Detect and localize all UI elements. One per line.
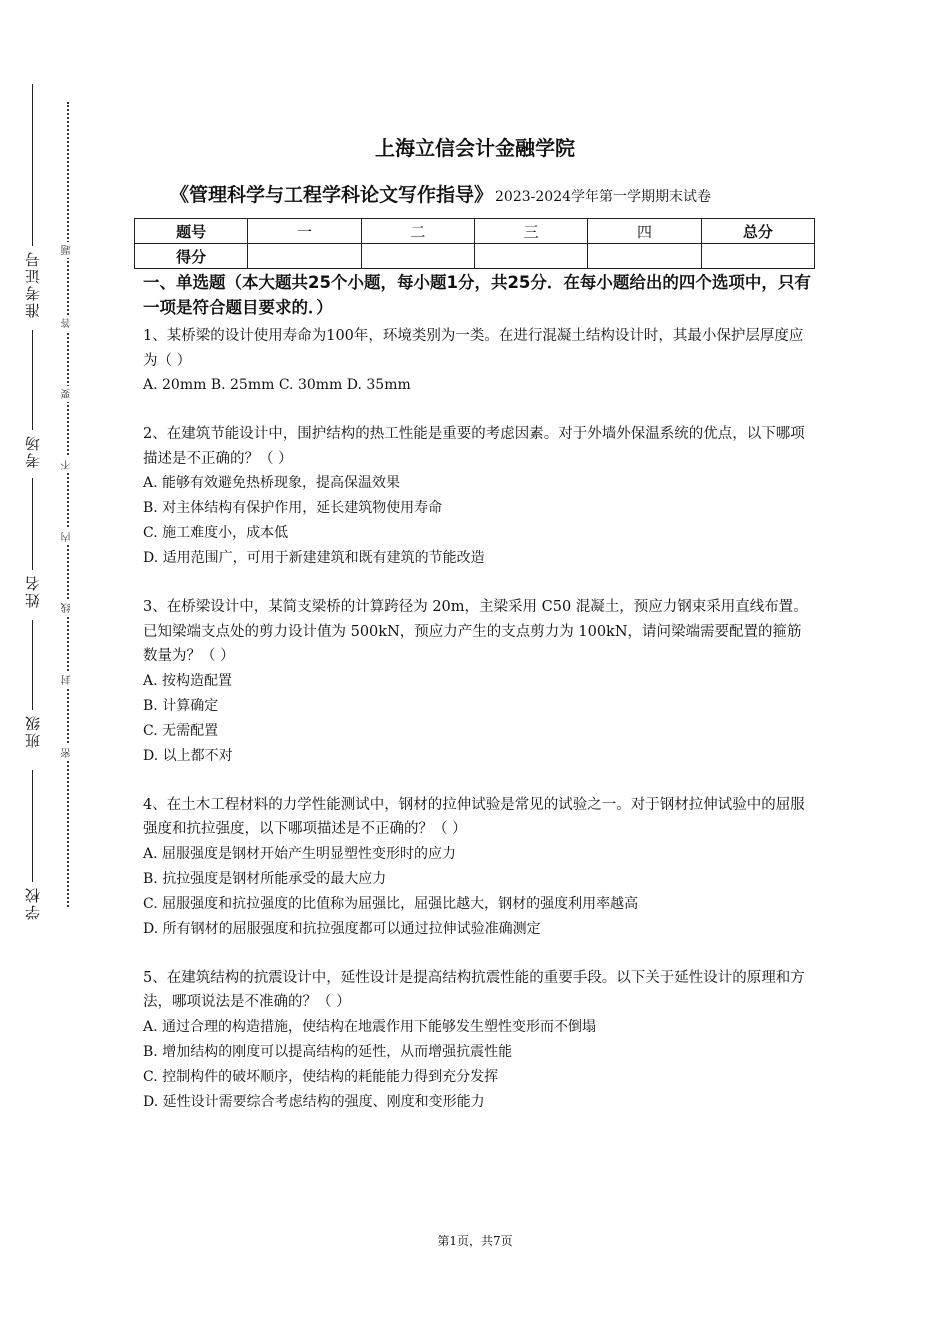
option-a: A. 通过合理的构造措施，使结构在地震作用下能够发生塑性变形而不倒塌	[143, 1018, 597, 1035]
seal-line	[67, 102, 69, 907]
question-3	[143, 595, 815, 769]
seal-char: 答	[60, 315, 76, 331]
score-table-score-row	[135, 244, 815, 269]
question-options: A. 20mm B. 25mm C. 30mm D. 35mm	[143, 377, 411, 393]
option-b: B. 抗拉强度是钢材所能承受的最大应力	[143, 870, 387, 887]
option-b: B. 对主体结构有保护作用，延长建筑物使用寿命	[143, 500, 443, 516]
score-cell[interactable]	[361, 244, 474, 269]
field-name-label: 姓名	[23, 574, 42, 608]
exam-subtitle	[170, 180, 711, 207]
question-4	[143, 793, 815, 942]
option-b: B. 计算确定	[143, 697, 219, 714]
score-table-header-row	[135, 219, 815, 244]
score-table	[134, 218, 815, 269]
field-exam-room	[18, 330, 46, 472]
score-cell[interactable]	[474, 244, 587, 269]
question-1	[143, 324, 815, 398]
option-d: D. 所有钢材的屈服强度和抗拉强度都可以通过拉伸试验准确测定	[143, 920, 541, 937]
option-c: C. 屈服强度和抗拉强度的比值称为屈强比，屈强比越大，钢材的强度利用率越高	[143, 895, 639, 912]
term-label: 2023-2024学年第一学期期末试卷	[495, 189, 712, 205]
field-exam-number	[18, 84, 46, 322]
seal-char: 内	[60, 529, 76, 545]
field-exam-number-label: 准考证号	[23, 250, 42, 318]
section-title: 一、单选题（本大题共25个小题，每小题1分，共25分．在每小题给出的四个选项中，只有一项是符合题目要求的．）	[143, 273, 811, 317]
score-header-cell: 三	[474, 219, 587, 244]
field-exam-room-label: 考场	[23, 434, 42, 468]
score-cell[interactable]	[701, 244, 814, 269]
seal-char: 不	[60, 457, 76, 473]
seal-char: 封	[60, 672, 76, 688]
option-a: A. 按构造配置	[143, 672, 233, 689]
seal-char: 线	[60, 600, 76, 616]
field-school	[18, 770, 46, 924]
score-header-cell: 一	[248, 219, 361, 244]
option-a: A. 屈服强度是钢材开始产生明显塑性变形时的应力	[143, 845, 457, 862]
school-title: 上海立信会计金融学院	[375, 136, 575, 160]
field-name	[18, 478, 46, 612]
score-header-cell: 二	[361, 219, 474, 244]
option-d: D. 以上都不对	[143, 747, 233, 764]
seal-char: 密	[60, 745, 76, 761]
score-row-label: 得分	[135, 244, 248, 269]
score-header-cell: 四	[588, 219, 701, 244]
seal-char: 题	[60, 242, 76, 258]
question-stem: 3、在桥梁设计中，某简支梁桥的计算跨径为 20m，主梁采用 C50 混凝土，预应力钢束采用直线布置。已知梁端支点处的剪力设计值为 500kN，预应力产生的支点剪力为 100kN，请问梁端需要配置的箍筋数量为？（ ）	[143, 599, 808, 664]
exam-content	[143, 270, 815, 1139]
option-c: C. 控制构件的破坏顺序，使结构的耗能能力得到充分发挥	[143, 1068, 499, 1085]
score-header-cell: 总分	[701, 219, 814, 244]
score-cell[interactable]	[588, 244, 701, 269]
score-cell[interactable]	[248, 244, 361, 269]
page-footer: 第1页，共7页	[437, 1234, 513, 1248]
field-school-label: 学校	[23, 886, 42, 920]
field-class-label: 班级	[23, 714, 42, 748]
seal-char: 要	[60, 386, 76, 402]
question-stem: 2、在建筑节能设计中，围护结构的热工性能是重要的考虑因素。对于外墙外保温系统的优点，以下哪项描述是不正确的？（ ）	[143, 426, 805, 467]
question-5	[143, 966, 815, 1115]
question-stem: 5、在建筑结构的抗震设计中，延性设计是提高结构抗震性能的重要手段。以下关于延性设计的原理和方法，哪项说法是不准确的？（ ）	[143, 969, 805, 1010]
question-stem: 1、某桥梁的设计使用寿命为100年，环境类别为一类。在进行混凝土结构设计时，其最小保护层厚度应为（ ）	[143, 328, 804, 369]
question-2	[143, 422, 815, 571]
option-d: D. 适用范围广，可用于新建建筑和既有建筑的节能改造	[143, 550, 485, 566]
option-d: D. 延性设计需要综合考虑结构的强度、刚度和变形能力	[143, 1093, 485, 1110]
option-b: B. 增加结构的刚度可以提高结构的延性，从而增强抗震性能	[143, 1043, 513, 1060]
score-header-cell: 题号	[135, 219, 248, 244]
question-stem: 4、在土木工程材料的力学性能测试中，钢材的拉伸试验是常见的试验之一。对于钢材拉伸试验中的屈服强度和抗拉强度，以下哪项描述是不正确的？（ ）	[143, 796, 805, 837]
field-class	[18, 620, 46, 752]
option-c: C. 无需配置	[143, 722, 219, 739]
course-title: 《管理科学与工程学科论文写作指导》	[170, 184, 494, 206]
option-a: A. 能够有效避免热桥现象，提高保温效果	[143, 475, 401, 491]
option-c: C. 施工难度小，成本低	[143, 525, 289, 541]
